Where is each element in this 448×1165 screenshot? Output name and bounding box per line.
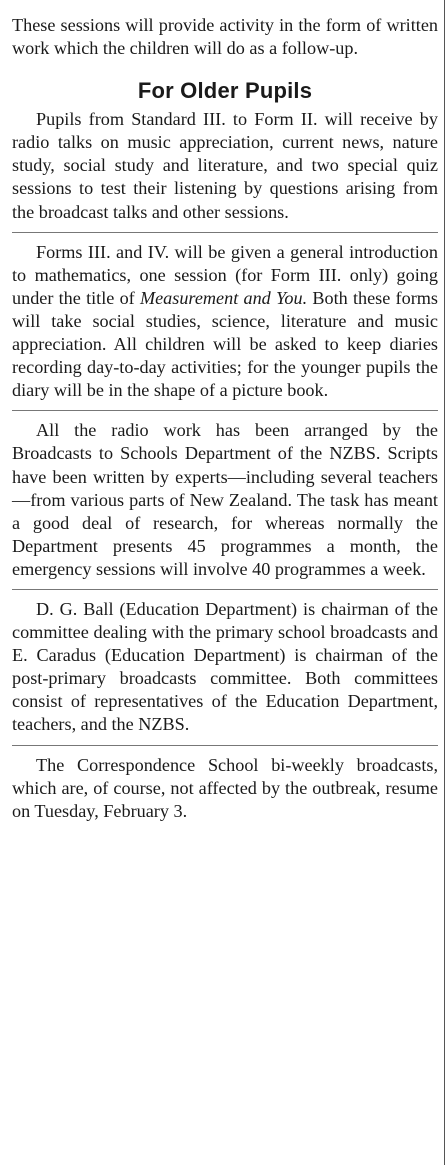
section-heading: For Older Pupils [137,78,313,104]
intro-paragraph: These sessions will provide activity in the form of written work which the children will do as a follow-up. [12,15,438,59]
paragraph-correspondence: The Correspondence School bi-weekly broadcasts, which are, of course, not affected by the outbreak, resume on Tuesday, February 3. [12,754,438,821]
paragraph-radio-work: All the radio work has been arranged by the Broadcasts to Schools Department of the NZBS. Scripts have been written by experts—including several teachers—from various parts of New Zealand. The task has meant a good deal of research, for whereas normally the Department presents 45 programmes a month, the emergency sessions will involve 40 programmes a week. [12,419,438,590]
paragraph-committees: D. G. Ball (Education Department) is chairman of the committee dealing with the primary school broadcasts and E. Caradus (Education Department) is chairman of the post-primary broadcasts committee. Both committees consist of representatives of the Education Department, teachers, and the NZBS. [12,598,438,746]
paragraph-forms-after: Both these forms will take social studies, science, literature and music appreciation. All children will be asked to keep diaries recording day-to-day activities; for the younger pupils the diary will be in the shape of a picture book. [12,287,438,401]
paragraph-forms [12,241,438,412]
column-rule [444,0,445,1165]
paragraph-older-pupils: Pupils from Standard III. to Form II. will receive by radio talks on music appreciation, current news, nature study, social study and literature, and two special quiz sessions to test their listening by questions arising from the broadcast talks and other sessions. [12,108,438,232]
session-title: Measurement and You. [139,287,308,308]
paragraph-forms-before: Forms III. and IV. will be given a general introduction to mathematics, one session (for Form III. only) going under the title of [12,241,438,308]
